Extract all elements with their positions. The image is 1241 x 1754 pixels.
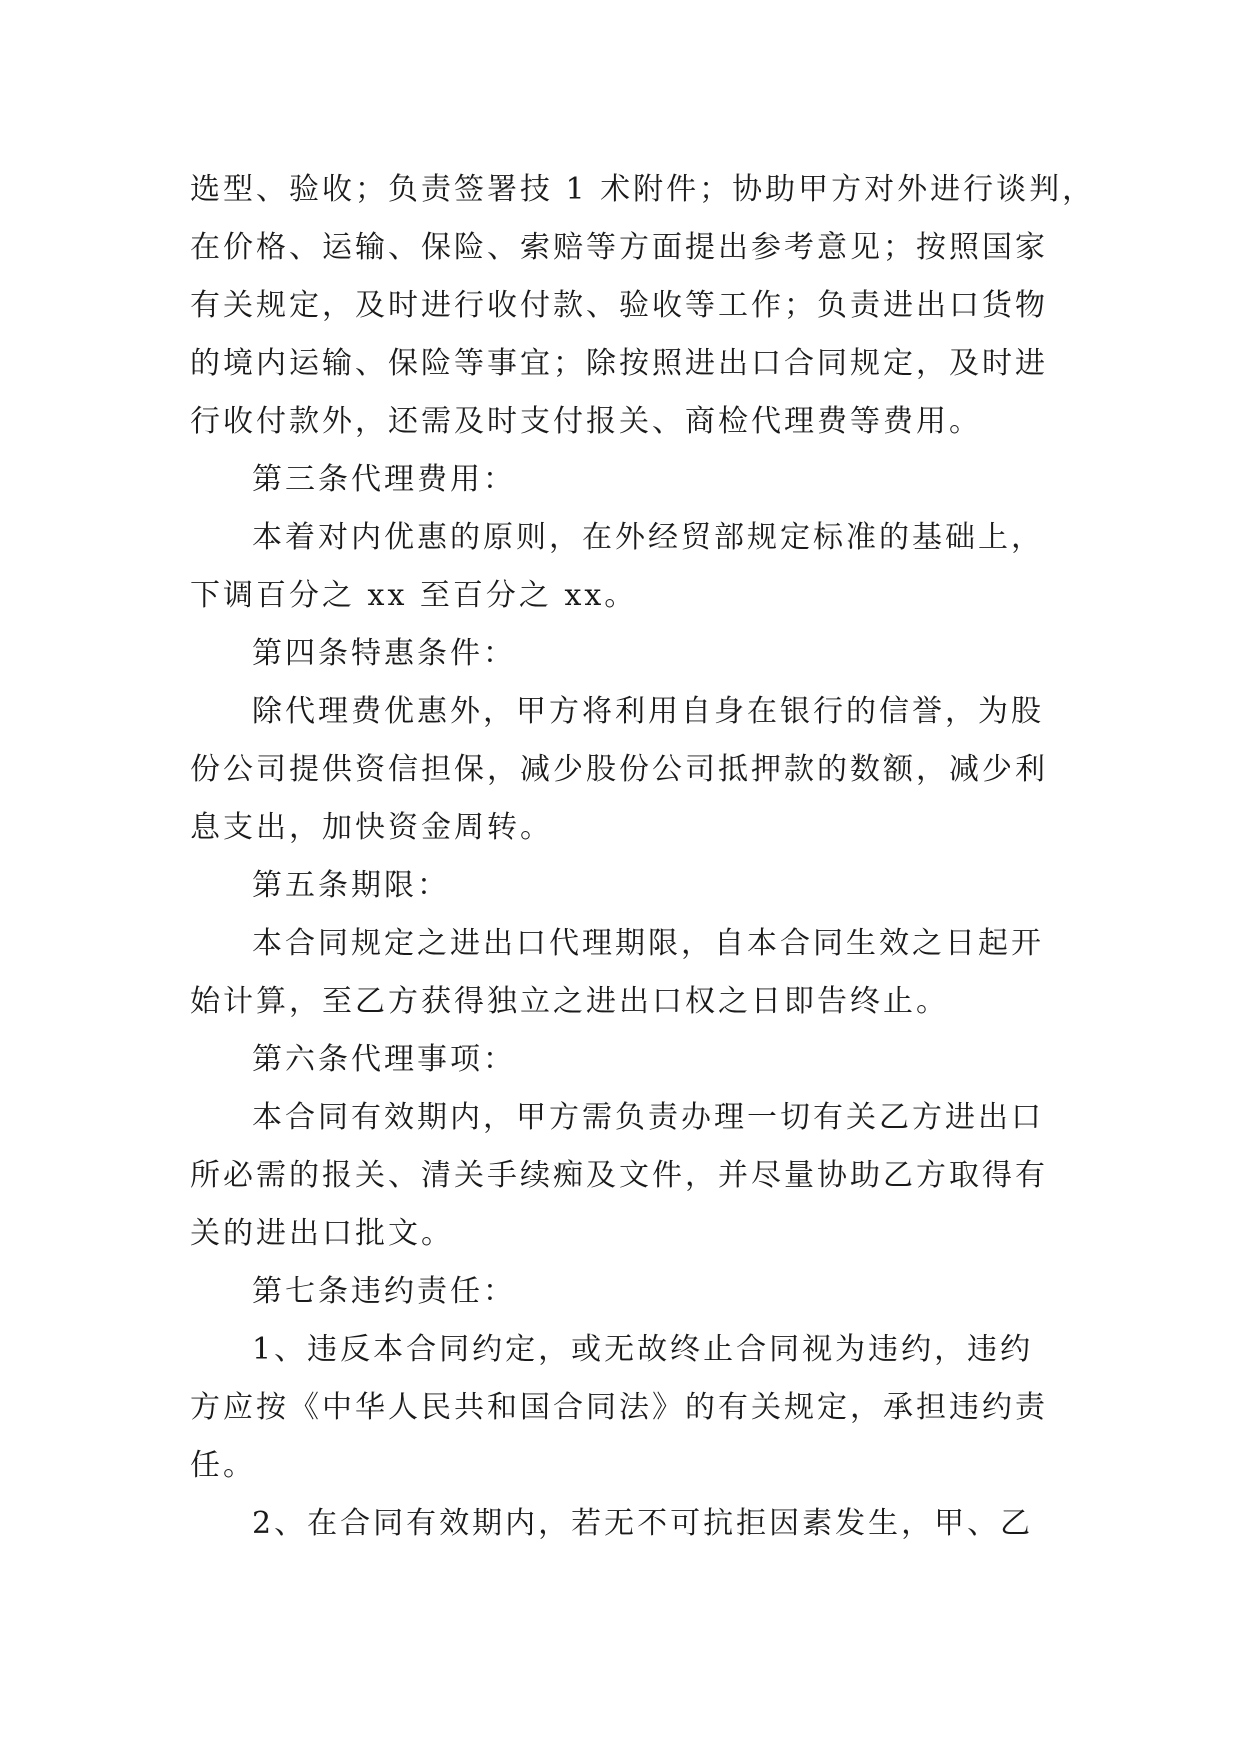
- text-line: 始计算，至乙方获得独立之进出口权之日即告终止。: [190, 984, 949, 1019]
- text-line: 除代理费优惠外，甲方将利用自身在银行的信誉，为股: [252, 694, 1044, 729]
- text-line: 关的进出口批文。: [190, 1216, 454, 1251]
- text-line: 下调百分之 xx 至百分之 xx。: [190, 578, 638, 613]
- text-line: 份公司提供资信担保，减少股份公司抵押款的数额，减少利: [190, 752, 1048, 787]
- text-line: 所必需的报关、清关手续痴及文件，并尽量协助乙方取得有: [190, 1158, 1048, 1193]
- text-line: 本合同规定之进出口代理期限，自本合同生效之日起开: [252, 926, 1044, 961]
- text-line: 方应按《中华人民共和国合同法》的有关规定，承担违约责: [190, 1390, 1048, 1425]
- section-heading: 第三条代理费用：: [252, 462, 516, 497]
- text-line: 的境内运输、保险等事宜；除按照进出口合同规定，及时进: [190, 346, 1048, 381]
- text-line: 选型、验收；负责签署技 1 术附件；协助甲方对外进行谈判，: [190, 172, 1096, 207]
- section-heading: 第七条违约责任：: [252, 1274, 516, 1309]
- text-line: 在价格、运输、保险、索赔等方面提出参考意见；按照国家: [190, 230, 1048, 265]
- text-line: 1、违反本合同约定，或无故终止合同视为违约，违约: [252, 1332, 1034, 1367]
- text-line: 行收付款外，还需及时支付报关、商检代理费等费用。: [190, 404, 982, 439]
- text-line: 本合同有效期内，甲方需负责办理一切有关乙方进出口: [252, 1100, 1044, 1135]
- text-line: 本着对内优惠的原则，在外经贸部规定标准的基础上，: [252, 520, 1044, 555]
- section-heading: 第五条期限：: [252, 868, 450, 903]
- text-line: 任。: [190, 1448, 256, 1483]
- section-heading: 第六条代理事项：: [252, 1042, 516, 1077]
- text-line: 2、在合同有效期内，若无不可抗拒因素发生，甲、乙: [252, 1506, 1034, 1541]
- text-line: 有关规定，及时进行收付款、验收等工作；负责进出口货物: [190, 288, 1048, 323]
- text-line: 息支出，加快资金周转。: [190, 810, 553, 845]
- section-heading: 第四条特惠条件：: [252, 636, 516, 671]
